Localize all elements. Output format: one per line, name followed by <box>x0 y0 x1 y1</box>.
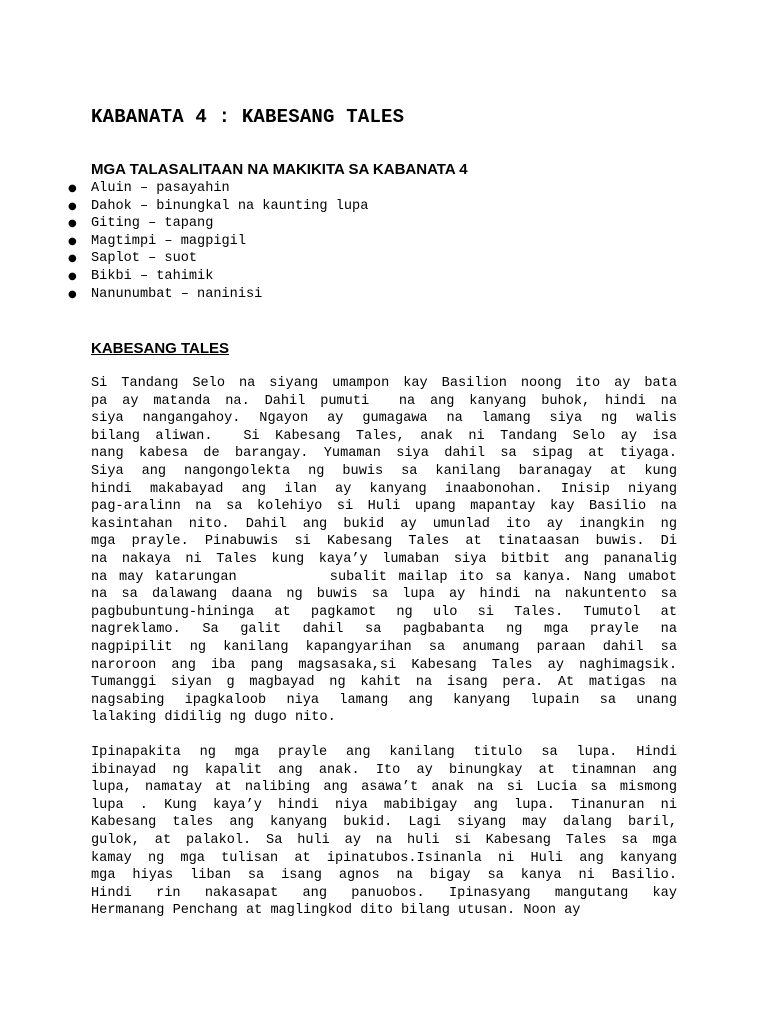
vocabulary-term: Giting – tapang <box>91 216 214 232</box>
paragraph-line: lupa, namatay at nalibing ang asawa’t anak na si Lucia sa mismong <box>91 780 677 796</box>
vocabulary-term: Dahok – binungkal na kaunting lupa <box>91 198 369 214</box>
vocabulary-item <box>68 180 368 198</box>
vocabulary-item <box>68 250 368 268</box>
paragraph-line: mga hiyas liban sa isang agnos na bigay sa kanya ni Basilio. <box>91 868 677 884</box>
paragraph-line: Tumanggi siyan g magbayad ng kahit na isang pera. At matigas na <box>91 675 677 691</box>
vocabulary-item <box>68 268 368 286</box>
paragraph-line: mga prayle. Pinabuwis si Kabesang Tales at tinataasan buwis. Di <box>91 534 677 550</box>
vocabulary-term: Aluin – pasayahin <box>91 181 230 196</box>
bullet-icon: ● <box>68 253 77 265</box>
paragraph-line: Ipinapakita ng mga prayle ang kanilang titulo sa lupa. Hindi <box>91 745 677 760</box>
paragraph-line: siya nangangahoy. Ngayon ay gumagawa na lamang siya ng walis <box>91 411 677 427</box>
paragraph-line: Kabesang tales ang kanyang bukid. Lagi siyang may dalang baril, <box>91 815 677 831</box>
bullet-icon: ● <box>68 218 77 230</box>
paragraph-line: na may katarungan subalit mailap ito sa kanya. Nang umabot <box>91 569 677 585</box>
paragraph-line: nagsabing ipagkaloob niya lamang ang kanyang lupain sa unang <box>91 692 677 708</box>
paragraph-line: hindi makabayad ang ilan ay kanyang inaabonohan. Inisip niyang <box>91 481 677 497</box>
paragraph-line: kasintahan nito. Dahil ang bukid ay umunlad ito ay inangkin ng <box>91 516 677 532</box>
paragraph-line: nang kabesa de barangay. Yumaman siya dahil sa sipag at tiyaga. <box>91 446 677 462</box>
vocabulary-list <box>68 180 368 303</box>
vocabulary-item <box>68 198 368 216</box>
paragraph-line: ibinayad ng kapalit ang anak. Ito ay binungkay at tinamnan ang <box>91 762 677 778</box>
section-heading: KABESANG TALES <box>91 340 230 357</box>
bullet-icon: ● <box>68 270 77 282</box>
paragraph-line: Siya ang nangongolekta ng buwis sa kanilang baranagay at kung <box>91 463 677 479</box>
paragraph-1 <box>91 375 677 727</box>
bullet-icon: ● <box>68 200 77 212</box>
paragraph-line: na sa dalawang daana ng buwis sa lupa ay hindi na nakuntento sa <box>91 587 677 603</box>
bullet-icon: ● <box>68 235 77 247</box>
vocabulary-heading: MGA TALASALITAAN NA MAKIKITA SA KABANATA 4 <box>91 161 468 178</box>
paragraph-line: kamay ng mga tulisan at ipinatubos.Isinanla ni Huli ang kanyang <box>91 850 677 866</box>
paragraph-line: lupa . Kung kaya’y hindi niya mabibigay ang lupa. Tinanuran ni <box>91 797 677 813</box>
vocabulary-term: Magtimpi – magpigil <box>91 233 246 249</box>
paragraph-line: Hermanang Penchang at maglingkod dito bilang utusan. Noon ay <box>91 903 581 919</box>
paragraph-line: naroroon ang iba pang magsasaka,si Kabesang Tales ay naghimagsik. <box>91 657 677 673</box>
paragraph-line: pag-aralinn na sa kolehiyo si Huli upang mapantay kay Basilio na <box>91 499 677 515</box>
vocabulary-item <box>68 286 368 304</box>
bullet-icon: ● <box>68 288 77 300</box>
paragraph-line: na nakaya ni Tales kung kaya’y lumaban siya bitbit ang pananalig <box>91 551 677 567</box>
paragraph-line: Hindi rin nakasapat ang panuobos. Ipinasyang mangutang kay <box>91 885 677 901</box>
paragraph-line: lalaking didilig ng dugo nito. <box>91 710 336 726</box>
chapter-title: KABANATA 4 : KABESANG TALES <box>91 106 405 128</box>
paragraph-2 <box>91 744 677 920</box>
vocabulary-term: Saplot – suot <box>91 251 198 267</box>
paragraph-line: bilang aliwan. Si Kabesang Tales, anak ni Tandang Selo ay isa <box>91 428 677 444</box>
vocabulary-item <box>68 215 368 233</box>
paragraph-line: nagreklamo. Sa galit dahil sa pagbabanta ng mga prayle na <box>91 622 677 638</box>
bullet-icon: ● <box>68 183 77 194</box>
paragraph-line: nagpipilit ng kanilang kapangyarihan sa anumang paraan dahil sa <box>91 639 677 655</box>
vocabulary-term: Bikbi – tahimik <box>91 268 214 284</box>
paragraph-line: gulok, at palakol. Sa huli ay na huli si Kabesang Tales sa mga <box>91 832 677 848</box>
paragraph-line: Si Tandang Selo na siyang umampon kay Basilion noong ito ay bata <box>91 376 677 391</box>
paragraph-line: pagbubuntung-hininga at pagkamot ng ulo si Tales. Tumutol at <box>91 604 677 620</box>
paragraph-line: pa ay matanda na. Dahil pumuti na ang kanyang buhok, hindi na <box>91 393 677 409</box>
vocabulary-item <box>68 233 368 251</box>
vocabulary-term: Nanunumbat – naninisi <box>91 286 263 302</box>
